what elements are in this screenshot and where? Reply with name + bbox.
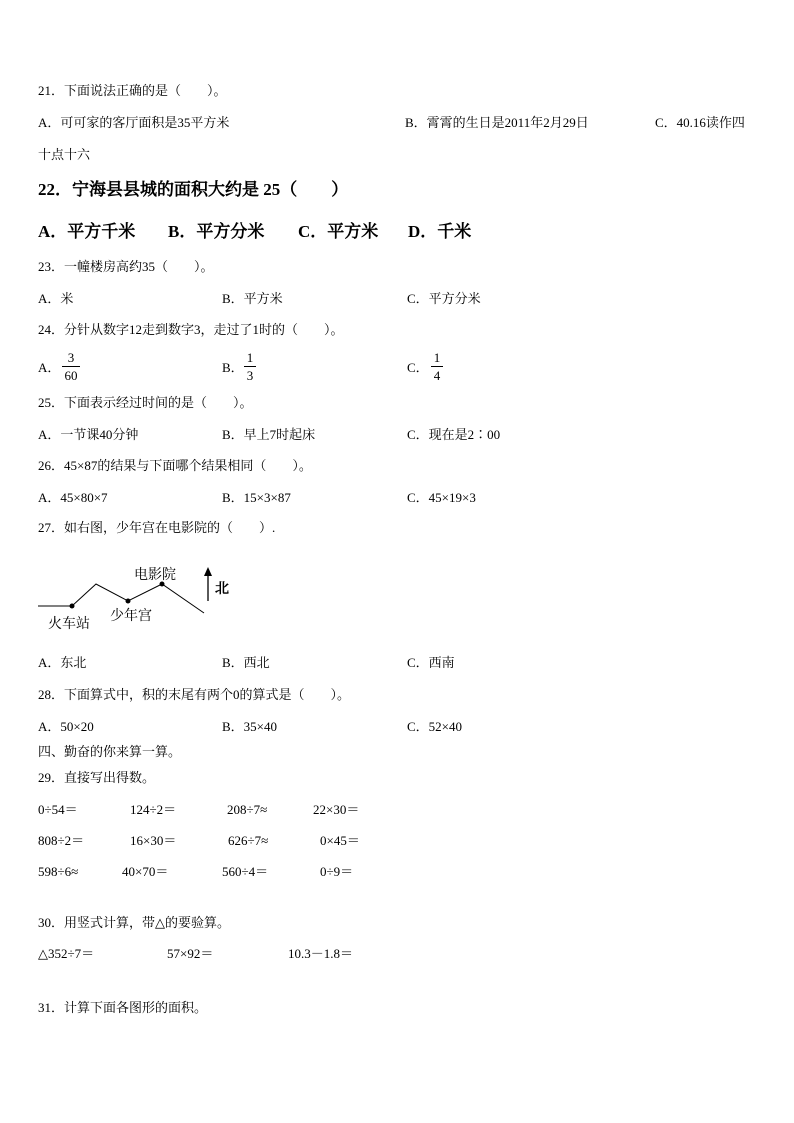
map-label-cinema: 电影院 bbox=[134, 567, 176, 583]
q29-r2-item: 0×45＝ bbox=[320, 833, 360, 848]
q29-r3-item: 560÷4＝ bbox=[222, 864, 269, 879]
q30-item: △352÷7＝ bbox=[38, 946, 95, 961]
q29-r1-item: 22×30＝ bbox=[313, 802, 360, 817]
q22-option-d: D．千米 bbox=[408, 222, 472, 241]
q27-option-c: C．西南 bbox=[407, 655, 455, 670]
q30-item: 10.3－1.8＝ bbox=[288, 946, 354, 961]
fraction-numerator: 1 bbox=[246, 350, 254, 365]
q26-stem: 26．45×87的结果与下面哪个结果相同（ ）。 bbox=[38, 458, 312, 473]
q23-stem: 23．一幢楼房高约35（ ）。 bbox=[38, 259, 214, 274]
q25-stem: 25．下面表示经过时间的是（ ）。 bbox=[38, 395, 253, 410]
palace-dot bbox=[126, 599, 131, 604]
q24-option-b-fraction bbox=[244, 350, 256, 383]
q28-option-b: B．35×40 bbox=[222, 719, 278, 734]
q27-option-b: B．西北 bbox=[222, 655, 270, 670]
q29-r1-item: 0÷54＝ bbox=[38, 802, 78, 817]
q22-option-b: B．平方分米 bbox=[168, 222, 265, 241]
map-label-north: 北 bbox=[215, 581, 229, 597]
q29-r2-item: 626÷7≈ bbox=[228, 833, 269, 848]
q28-stem: 28．下面算式中，积的末尾有两个0的算式是（ ）。 bbox=[38, 687, 351, 702]
q23-option-b: B．平方米 bbox=[222, 291, 283, 306]
q26-option-b: B．15×3×87 bbox=[222, 490, 291, 505]
q28-option-a: A．50×20 bbox=[38, 719, 94, 734]
q23-option-a: A．米 bbox=[38, 291, 74, 306]
fraction-bar bbox=[62, 366, 80, 367]
q22-option-a: A．平方千米 bbox=[38, 222, 136, 241]
map-label-station: 火车站 bbox=[48, 616, 90, 632]
q25-option-b: B．早上7时起床 bbox=[222, 427, 316, 442]
q24-option-b-label: B． bbox=[222, 360, 244, 375]
q25-option-c: C．现在是2∶00 bbox=[407, 427, 501, 442]
q29-r1-item: 208÷7≈ bbox=[227, 802, 268, 817]
q21-option-b: B．霄霄的生日是2011年2月29日 bbox=[405, 115, 589, 130]
q24-option-c-label: C． bbox=[407, 360, 429, 375]
station-dot bbox=[70, 604, 75, 609]
fraction-bar bbox=[431, 366, 443, 367]
q25-option-a: A．一节课40分钟 bbox=[38, 427, 139, 442]
section-heading: 四、勤奋的你来算一算。 bbox=[38, 744, 182, 759]
q29-r3-item: 40×70＝ bbox=[122, 864, 169, 879]
fraction-numerator: 3 bbox=[67, 350, 75, 365]
q26-option-c: C．45×19×3 bbox=[407, 490, 476, 505]
q29-r2-item: 808÷2＝ bbox=[38, 833, 85, 848]
north-arrow-head-icon bbox=[204, 567, 212, 576]
q29-r2-item: 16×30＝ bbox=[130, 833, 177, 848]
q27-stem: 27．如右图，少年宫在电影院的（ ）. bbox=[38, 520, 276, 535]
q30-item: 57×92＝ bbox=[167, 946, 214, 961]
q21-option-c-continued: 十点十六 bbox=[38, 147, 91, 162]
q31-stem: 31．计算下面各图形的面积。 bbox=[38, 1000, 208, 1015]
q22-stem: 22．宁海县县城的面积大约是 25（ ） bbox=[38, 180, 349, 199]
fraction-numerator: 1 bbox=[433, 350, 441, 365]
q29-r3-item: 0÷9＝ bbox=[320, 864, 354, 879]
q27-option-a: A．东北 bbox=[38, 655, 87, 670]
q21-option-c: C．40.16读作四 bbox=[655, 115, 745, 130]
fraction-bar bbox=[244, 366, 256, 367]
q24-option-c-fraction bbox=[431, 350, 443, 383]
fraction-denominator: 60 bbox=[64, 368, 78, 383]
q28-option-c: C．52×40 bbox=[407, 719, 463, 734]
fraction-denominator: 3 bbox=[246, 368, 254, 383]
q26-option-a: A．45×80×7 bbox=[38, 490, 108, 505]
q29-r3-item: 598÷6≈ bbox=[38, 864, 79, 879]
q21-stem: 21．下面说法正确的是（ ）。 bbox=[38, 83, 227, 98]
q24-option-a-label: A． bbox=[38, 360, 61, 375]
q22-option-c: C．平方米 bbox=[298, 222, 379, 241]
q24-stem: 24．分针从数字12走到数字3，走过了1时的（ ）。 bbox=[38, 322, 344, 337]
fraction-denominator: 4 bbox=[433, 368, 441, 383]
q29-r1-item: 124÷2＝ bbox=[130, 802, 177, 817]
q29-stem: 29．直接写出得数。 bbox=[38, 770, 156, 785]
map-label-palace: 少年宫 bbox=[110, 608, 152, 624]
q23-option-c: C．平方分米 bbox=[407, 291, 481, 306]
q21-option-a: A．可可家的客厅面积是35平方米 bbox=[38, 115, 230, 130]
q30-stem: 30．用竖式计算，带△的要验算。 bbox=[38, 915, 230, 930]
q24-option-a-fraction bbox=[62, 350, 80, 383]
